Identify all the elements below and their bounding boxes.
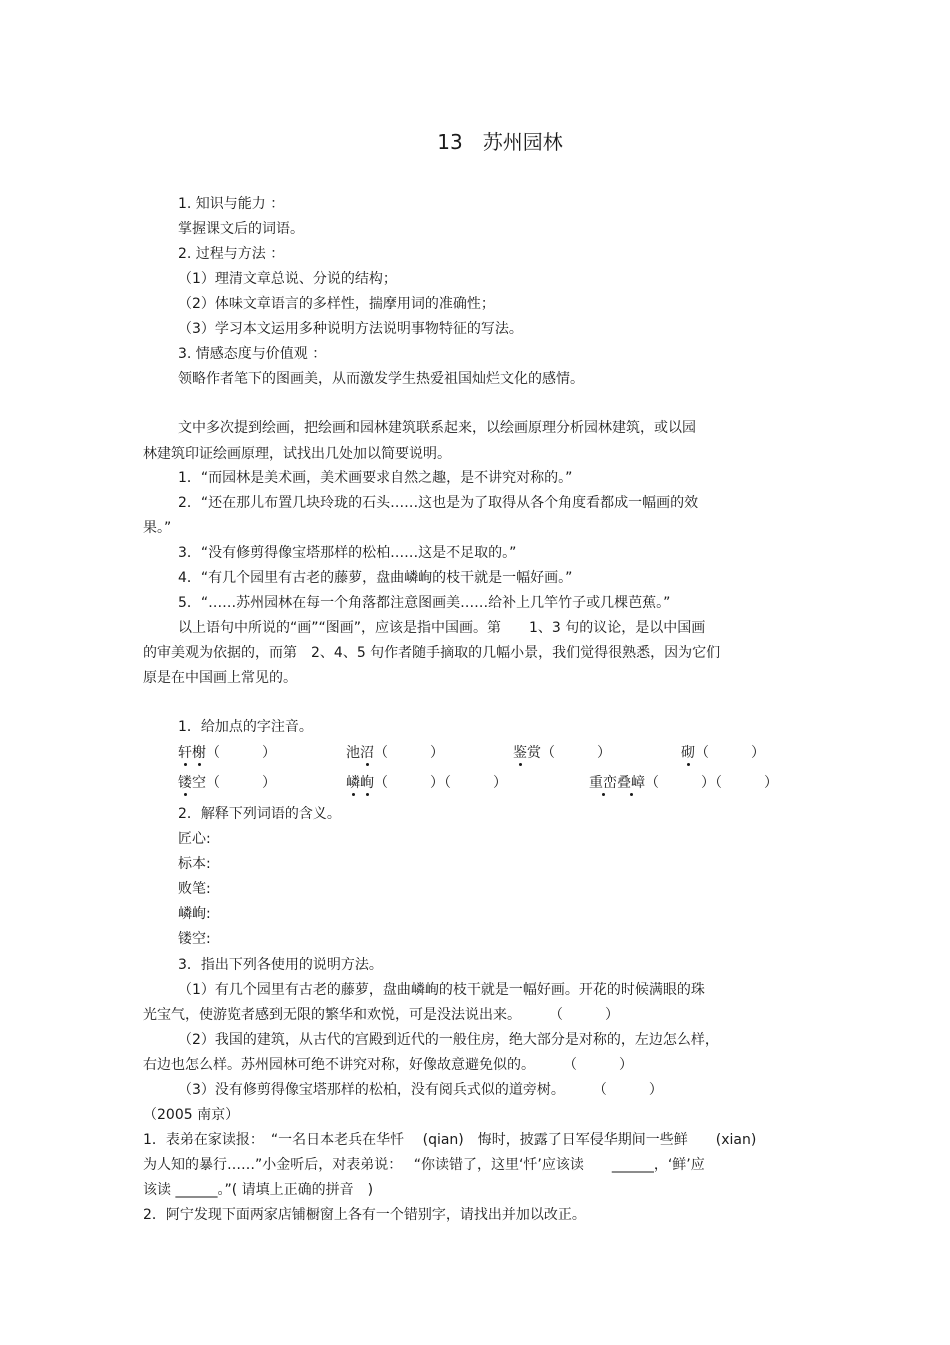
goal-3-text: 领略作者笔下的图画美，从而激发学生热爱祖国灿烂文化的感情。 (178, 371, 584, 387)
term-item: 匠心: (178, 831, 211, 847)
goal-2-heading: 2. 过程与方法 ： (178, 246, 285, 262)
discussion-quote: 5．“……苏州园林在每一个角落都注意图画美……给补上几竿竹子或几棵芭蕉。” (178, 595, 671, 611)
exercise-2-heading: 2．解释下列词语的含义。 (178, 806, 341, 822)
goal-2-item: （1）理清文章总说、分说的结构； (178, 271, 397, 287)
term-item: 镂空: (178, 931, 211, 947)
discussion-quote: 果。” (143, 520, 172, 536)
discussion-intro: 林建筑印证绘画原理，试找出几处加以简要说明。 (143, 446, 451, 462)
exercise-3-heading: 3．指出下列各使用的说明方法。 (178, 957, 383, 973)
exam-question: 为人知的暴行……”小金听后，对表弟说： “你读错了，这里‘忏’应该读 ______，‘鲜’应 (143, 1157, 705, 1173)
method-item: （2）我国的建筑，从古代的宫殿到近代的一般住房，绝大部分是对称的，左边怎么样， (178, 1032, 719, 1048)
method-item: 右边也怎么样。苏州园林可绝不讲究对称，好像故意避免似的。 （ ） (143, 1057, 633, 1073)
term-item: 嶙峋: (178, 906, 211, 922)
pinyin-item: 鉴赏（ ） (513, 745, 611, 761)
method-item: 光宝气，使游览者感到无限的繁华和欢悦，可是没法说出来。 （ ） (143, 1007, 619, 1023)
exam-question: 1．表弟在家读报： “一名日本老兵在华忏 (qian) 悔时，披露了日军侵华期间一些鲜 (xian) (143, 1132, 757, 1148)
discussion-answer: 的审美观为依据的，而第 2、4、5 句作者随手摘取的几幅小景，我们觉得很熟悉，因为它们 (143, 645, 721, 661)
method-item: （1）有几个园里有古老的藤萝，盘曲嶙峋的枝干就是一幅好画。开花的时候满眼的珠 (178, 982, 705, 998)
discussion-quote: 3．“没有修剪得像宝塔那样的松柏……这是不足取的。” (178, 545, 517, 561)
discussion-quote: 1．“而园林是美术画，美术画要求自然之趣，是不讲究对称的。” (178, 470, 573, 486)
pinyin-item: 嶙峋（ ）（ ） (346, 775, 507, 791)
goal-1-heading: 1. 知识与能力 ： (178, 196, 285, 212)
goal-2-item: （2）体味文章语言的多样性，揣摩用词的准确性； (178, 296, 495, 312)
term-item: 标本: (178, 856, 211, 872)
method-item: （3）没有修剪得像宝塔那样的松柏，没有阅兵式似的道旁树。 （ ） (178, 1082, 663, 1098)
pinyin-item: 砌（ ） (681, 745, 765, 761)
discussion-answer: 以上语句中所说的“画”“图画”，应该是指中国画。第 1、3 句的议论，是以中国画 (178, 620, 706, 636)
discussion-intro: 文中多次提到绘画，把绘画和园林建筑联系起来，以绘画原理分析园林建筑，或以园 (178, 420, 696, 436)
exam-question: 该读 ______。”( 请填上正确的拼音 ) (143, 1182, 374, 1198)
goal-2-item: （3）学习本文运用多种说明方法说明事物特征的写法。 (178, 321, 523, 337)
pinyin-item: 轩榭（ ） (178, 745, 276, 761)
discussion-quote: 2．“还在那儿布置几块玲珑的石头……这也是为了取得从各个角度看都成一幅画的效 (178, 495, 699, 511)
term-item: 败笔: (178, 881, 211, 897)
exam-source: （2005 南京） (143, 1107, 240, 1123)
discussion-answer: 原是在中国画上常见的。 (143, 670, 297, 686)
page-title: 13 苏州园林 (437, 130, 563, 154)
goal-1-text: 掌握课文后的词语。 (178, 221, 304, 237)
discussion-quote: 4．“有几个园里有古老的藤萝，盘曲嶙峋的枝干就是一幅好画。” (178, 570, 573, 586)
exercise-1-heading: 1．给加点的字注音。 (178, 719, 313, 735)
pinyin-item: 镂空（ ） (178, 775, 276, 791)
pinyin-item: 池沼（ ） (346, 745, 444, 761)
exam-question: 2．阿宁发现下面两家店铺橱窗上各有一个错别字，请找出并加以改正。 (143, 1207, 586, 1223)
goal-3-heading: 3. 情感态度与价值观 ： (178, 346, 327, 362)
pinyin-item: 重峦叠嶂（ ）（ ） (589, 775, 778, 791)
